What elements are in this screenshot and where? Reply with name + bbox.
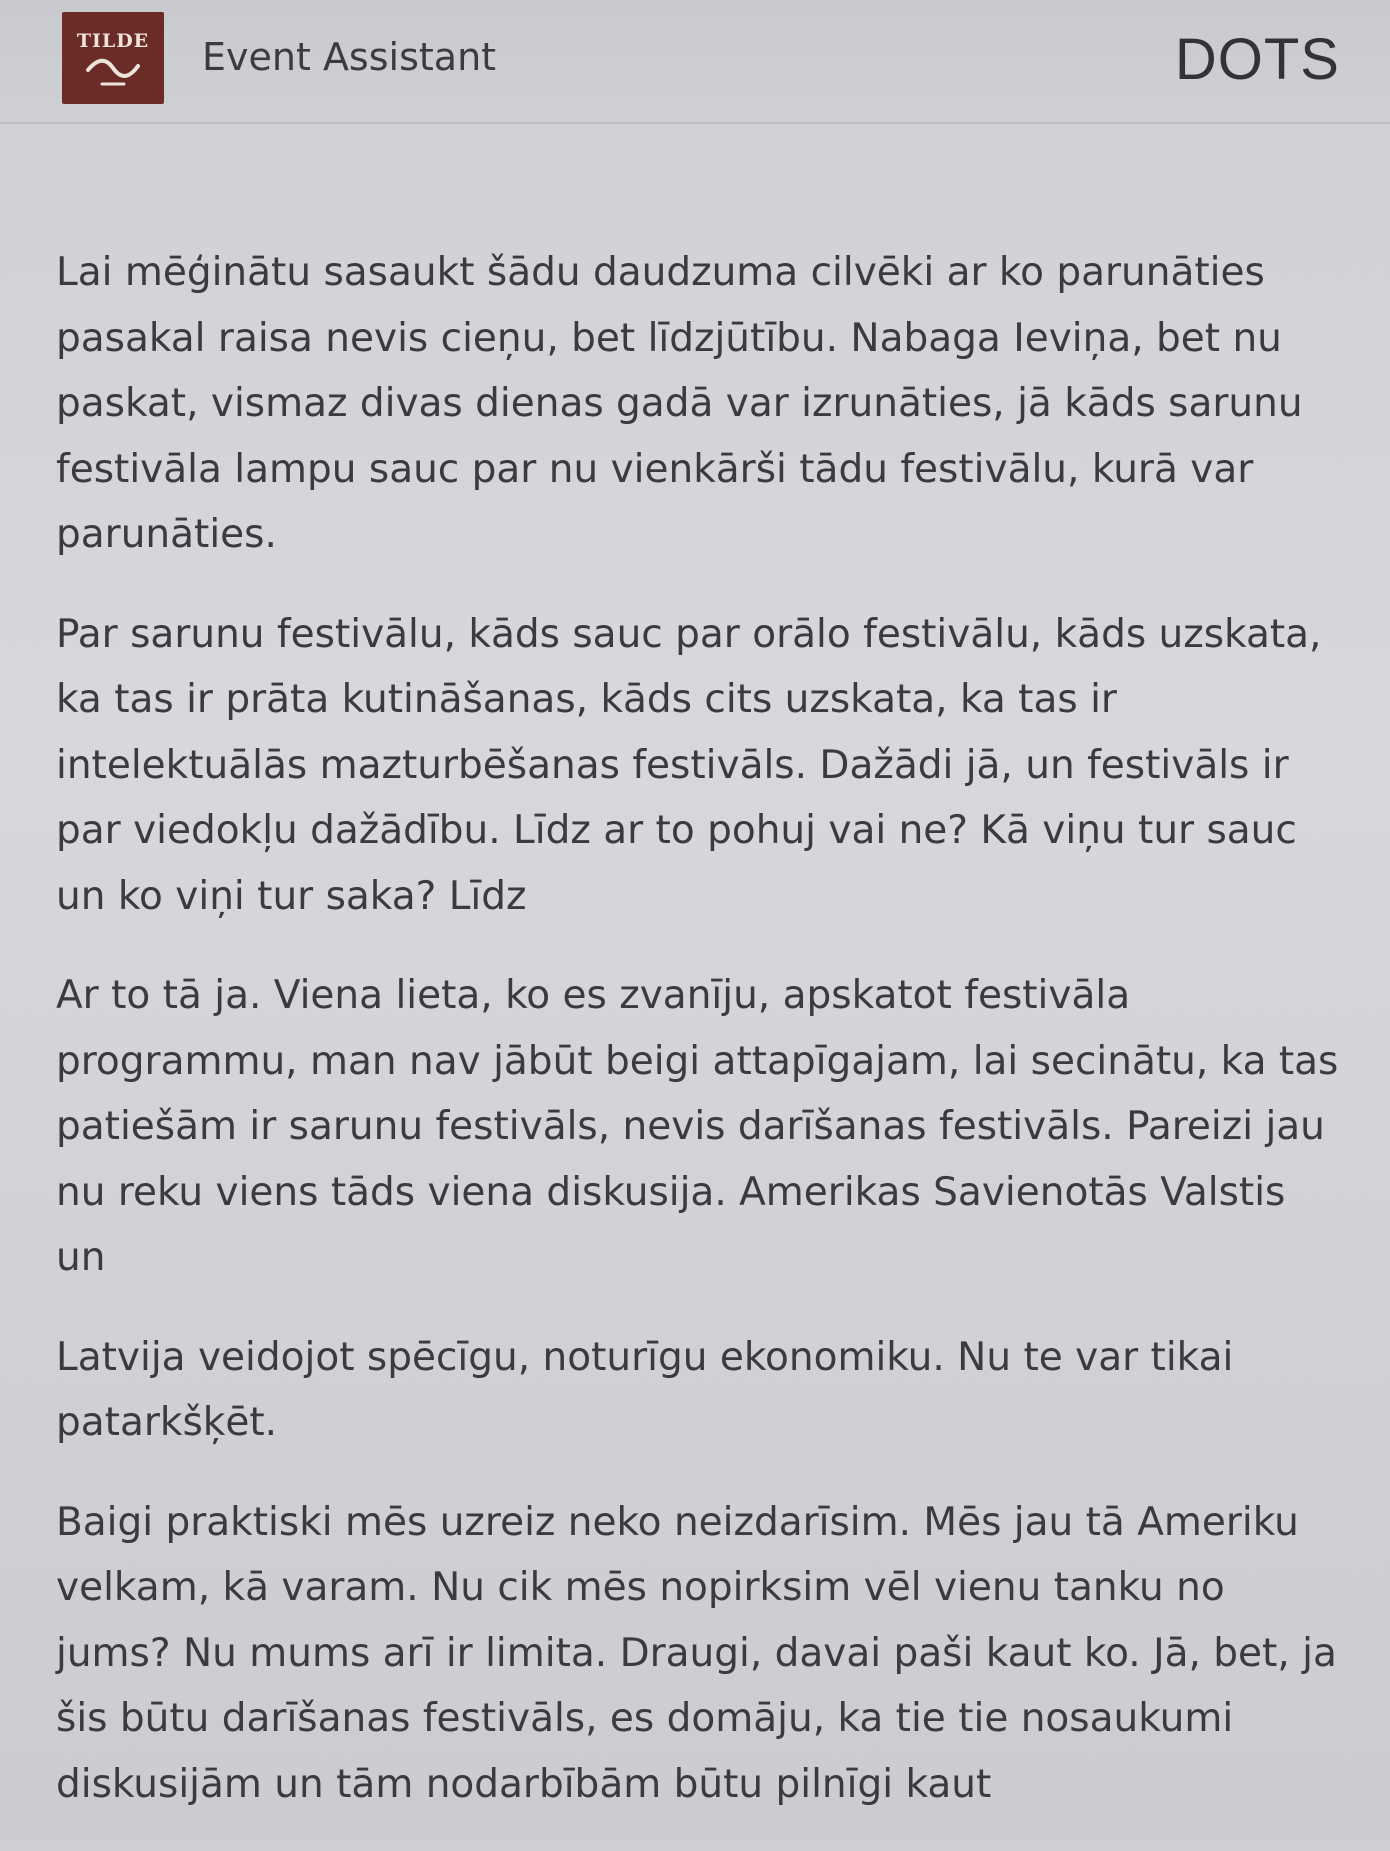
logo-text: TILDE: [76, 30, 150, 52]
wave-icon: [84, 54, 142, 88]
brand-logo: DOTS: [1174, 27, 1340, 92]
transcript-paragraph: Ar to tā ja. Viena lieta, ko es zvanīju, apskatot festivāla programmu, man nav jābūt beigi attapīgajam, lai secinātu, ka tas patiešām ir sarunu festivāls, nevis darīšanas festivāls. Pareizi jau nu reku viens tāds viena diskusija. Amerikas Savienotās Valstis un: [56, 973, 1339, 1280]
transcript-paragraph: Baigi praktiski mēs uzreiz neko neizdarīsim. Mēs jau tā Ameriku velkam, kā varam. Nu cik mēs nopirksim vēl vienu tanku no jums? Nu mums arī ir limita. Draugi, davai paši kaut ko. Jā, bet, ja šis būtu darīšanas festivāls, es domāju, ka tie tie nosaukumi diskusijām un tām nodarbībām būtu pilnīgi kaut: [56, 1499, 1337, 1807]
transcript-paragraph: Lai mēģinātu sasaukt šādu daudzuma cilvēki ar ko parunāties pasakal raisa nevis cieņu, bet līdzjūtību. Nabaga Ieviņa, bet nu paskat, vismaz divas dienas gadā var izrunāties, jā kāds sarunu festivāla lampu sauc par nu vienkārši tādu festivālu, kurā var parunāties.: [56, 250, 1303, 557]
app-header: [0, 0, 1390, 124]
tilde-logo[interactable]: [62, 12, 164, 104]
transcript-paragraph: Latvija veidojot spēcīgu, noturīgu ekonomiku. Nu te var tikai patarkšķēt.: [56, 1334, 1234, 1445]
transcript-content: [56, 240, 1346, 1851]
transcript-paragraph: Par sarunu festivālu, kāds sauc par orālo festivālu, kāds uzskata, ka tas ir prāta kutināšanas, kāds cits uzskata, ka tas ir intelektuālās mazturbēšanas festivāls. Dažādi jā, un festivāls ir par viedokļu dažādību. Līdz ar to pohuj vai ne? Kā viņu tur sauc un ko viņi tur saka? Līdz: [56, 611, 1322, 919]
app-title: Event Assistant: [202, 35, 497, 79]
